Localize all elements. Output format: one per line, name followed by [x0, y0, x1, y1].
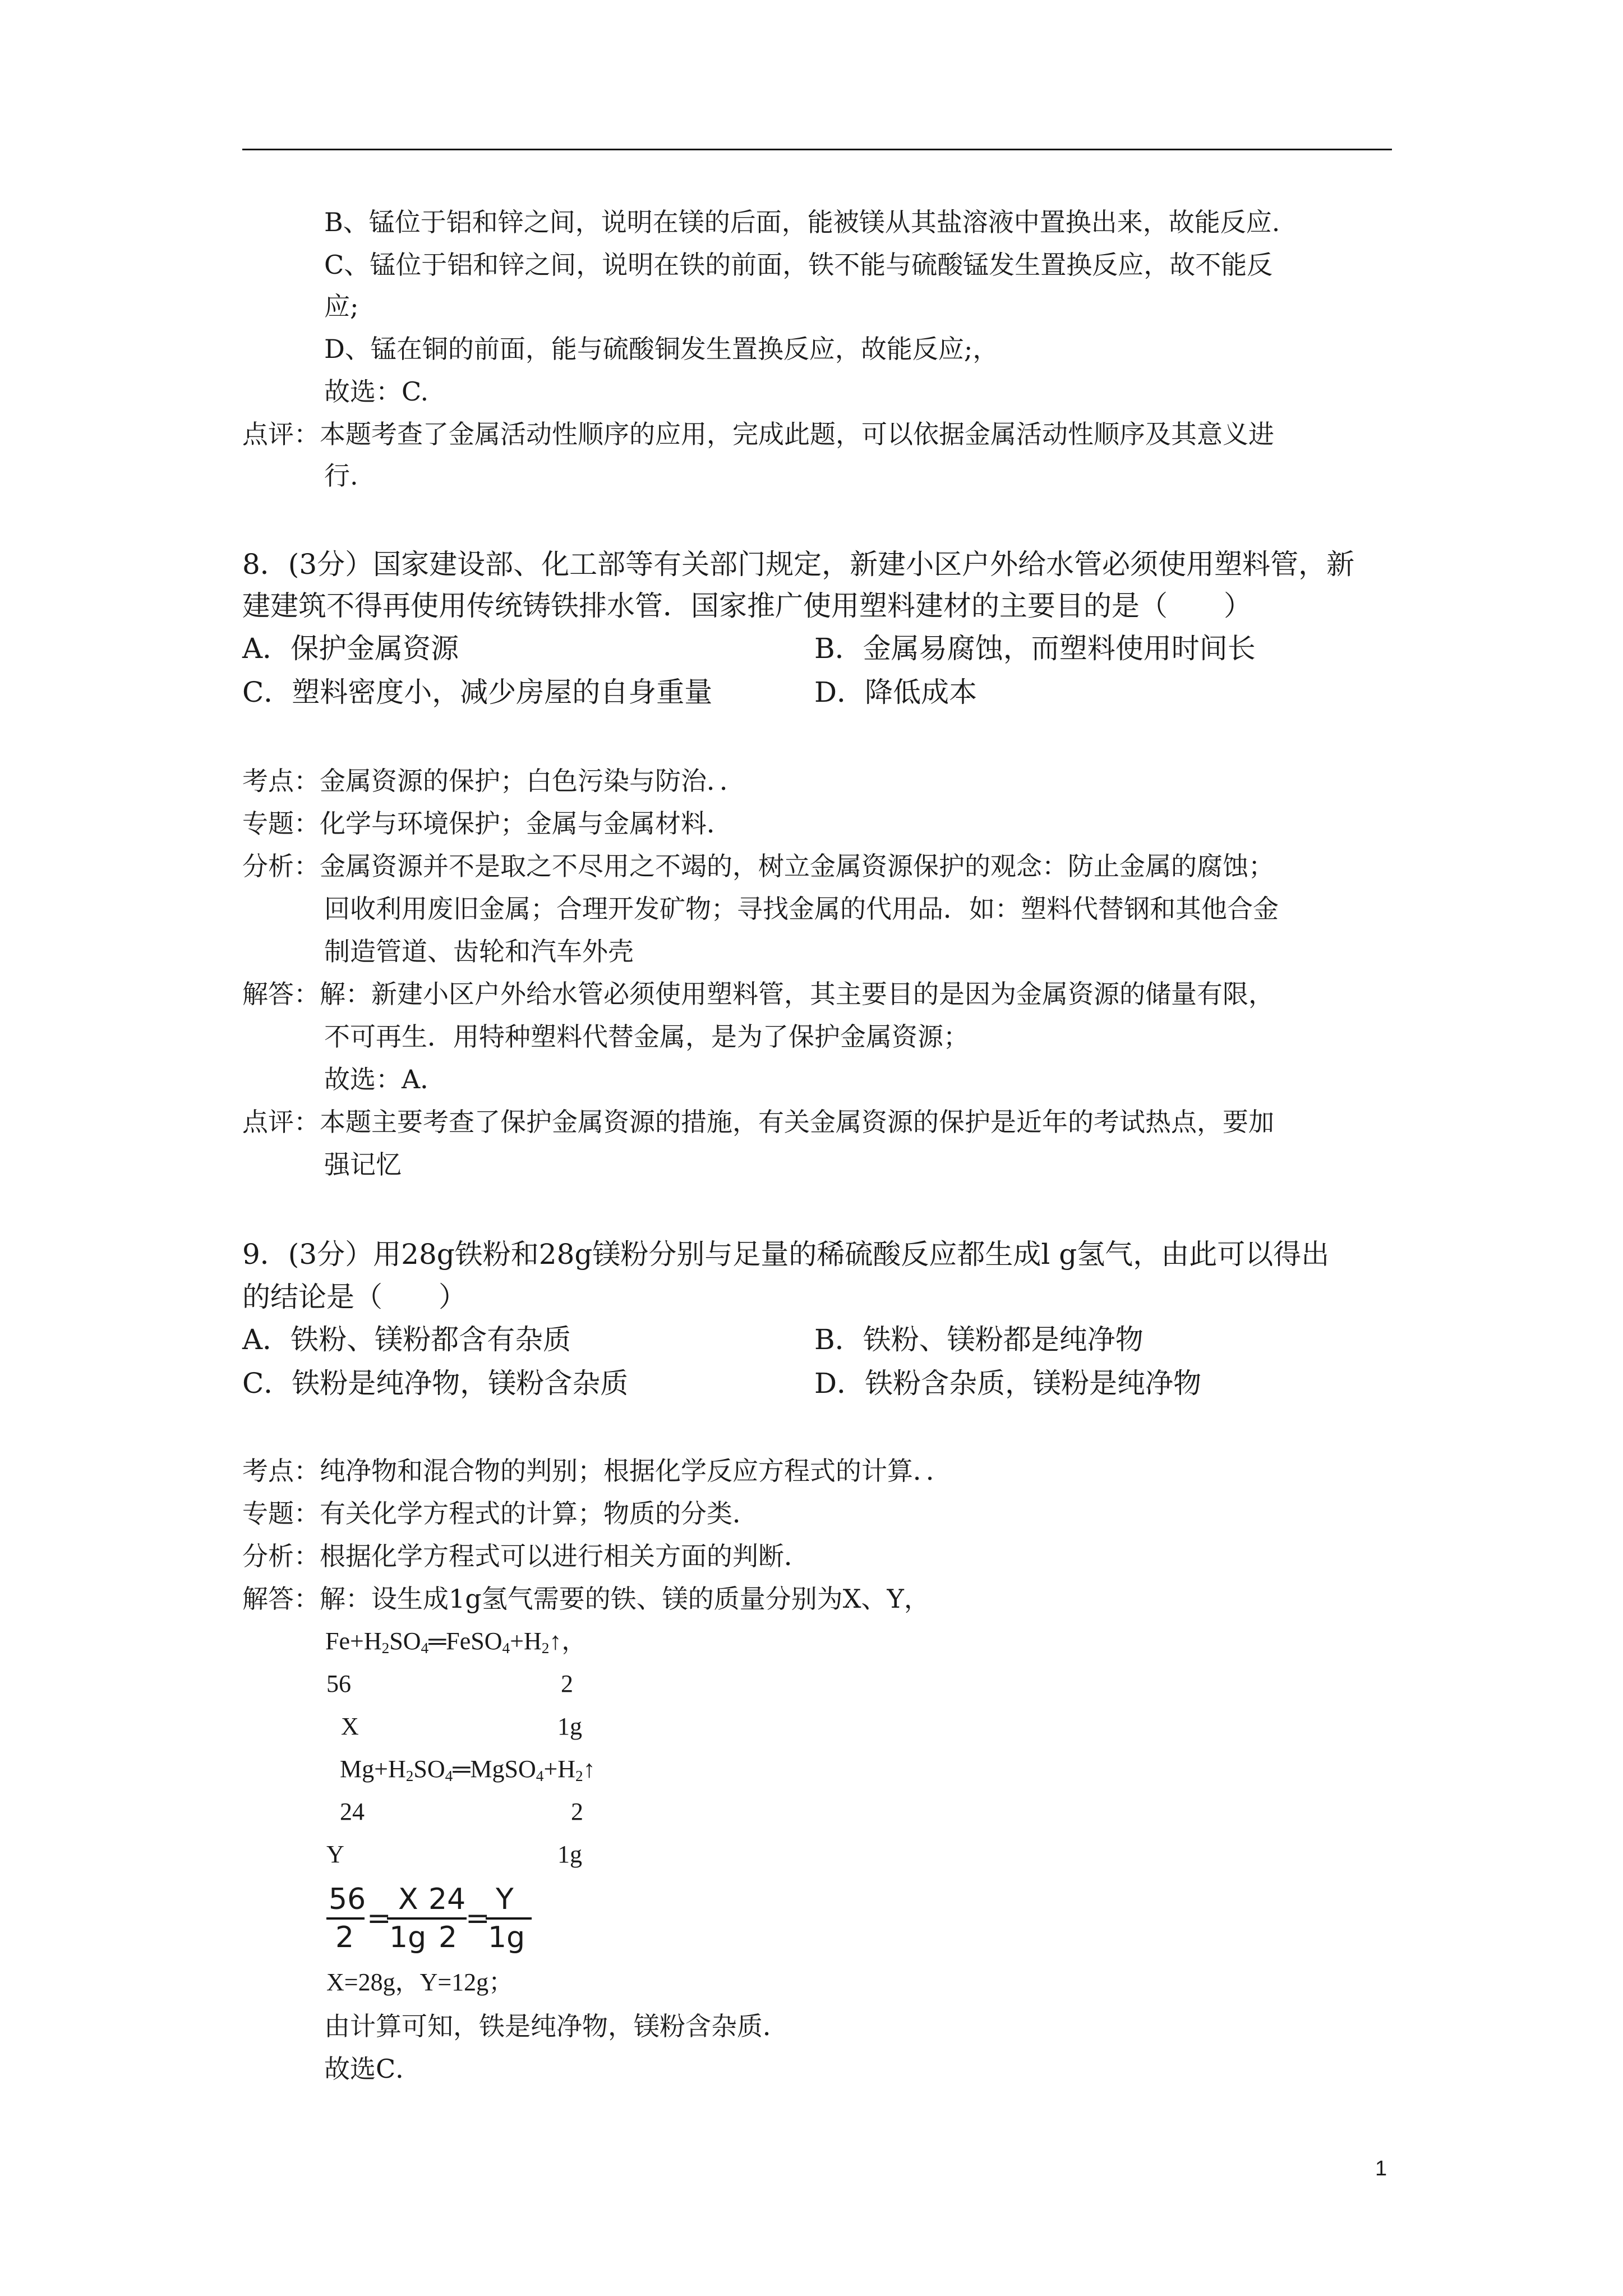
q8-comment-cont: 强记忆 — [324, 1149, 402, 1180]
eq2-molar-mass-mg: 24 — [340, 1798, 365, 1825]
q7-option-c-analysis: C、锰位于铝和锌之间，说明在铁的前面，铁不能与硫酸锰发生置换反应，故不能反 — [324, 250, 1273, 280]
frac3-numerator: 24 — [428, 1883, 466, 1916]
header-rule — [242, 149, 1392, 150]
frac3-bar — [427, 1917, 467, 1920]
q9-conclusion: 由计算可知，铁是纯净物，镁粉含杂质． — [324, 2011, 789, 2041]
q8-zhuanti: 专题：化学与环境保护；金属与金属材料． — [242, 808, 732, 839]
q8-fenxi-cont-1: 回收利用废旧金属；合理开发矿物；寻找金属的代用品．如：塑料代替钢和其他合金 — [324, 894, 1279, 924]
page-number: 1 — [1375, 2157, 1387, 2180]
eq2-mass-h2: 1g — [557, 1841, 582, 1868]
q7-option-d-analysis: D、锰在铜的前面，能与硫酸铜发生置换反应，故能反应;， — [324, 334, 999, 364]
q8-jieda-cont: 不可再生．用特种塑料代替金属，是为了保护金属资源； — [324, 1022, 969, 1052]
frac2-numerator: X — [398, 1883, 418, 1916]
eq1-molar-mass-h2: 2 — [561, 1670, 573, 1697]
q9-stem-cont: 的结论是（ ） — [242, 1281, 467, 1313]
q9-option-a: A．铁粉、镁粉都含有杂质 — [242, 1323, 571, 1356]
frac3-denominator: 2 — [439, 1921, 458, 1954]
q9-zhuanti: 专题：有关化学方程式的计算；物质的分类． — [242, 1498, 758, 1529]
q9-kaodian: 考点：纯净物和混合物的判别；根据化学反应方程式的计算．． — [242, 1456, 952, 1486]
equation-fe: $Fe+H_2SO_4═FeSO_4+H_2↑$， — [325, 1627, 587, 1657]
q8-fenxi-cont-2: 制造管道、齿轮和汽车外壳 — [324, 936, 634, 967]
equals-2: = — [465, 1902, 490, 1935]
q7-option-c-analysis-cont: 应; — [324, 291, 359, 321]
q9-fenxi: 分析：根据化学方程式可以进行相关方面的判断． — [242, 1541, 810, 1571]
frac4-bar — [486, 1917, 532, 1920]
eq2-molar-mass-h2: 2 — [571, 1798, 583, 1825]
frac1-denominator: 2 — [335, 1921, 354, 1954]
eq1-molar-mass-fe: 56 — [326, 1670, 351, 1697]
q9-option-d: D．铁粉含杂质，镁粉是纯净物 — [814, 1367, 1202, 1400]
eq2-unknown-y: Y — [326, 1841, 344, 1868]
q8-option-c: C．塑料密度小，减少房屋的自身重量 — [242, 676, 713, 708]
equation-mg: $Mg+H_2SO_4═MgSO_4+H_2↑$ — [340, 1755, 596, 1784]
q7-comment: 点评：本题考查了金属活动性顺序的应用，完成此题，可以依据金属活动性顺序及其意义进 — [242, 419, 1274, 449]
q9-answer: 故选C． — [324, 2054, 422, 2084]
q8-option-a: A．保护金属资源 — [242, 632, 459, 665]
frac1-bar — [326, 1917, 365, 1920]
q9-option-b: B．铁粉、镁粉都是纯净物 — [814, 1323, 1144, 1356]
frac1-numerator: 56 — [329, 1883, 366, 1916]
q7-answer: 故选：C. — [324, 376, 429, 407]
q8-option-d: D．降低成本 — [814, 676, 978, 708]
q8-fenxi: 分析：金属资源并不是取之不尽用之不竭的，树立金属资源保护的观念：防止金属的腐蚀； — [242, 851, 1274, 881]
q9-jieda: 解答：解：设生成1g氢气需要的铁、镁的质量分别为X、Y， — [242, 1584, 930, 1614]
q8-stem: 8．(3分）国家建设部、化工部等有关部门规定，新建小区户外给水管必须使用塑料管，新 — [242, 548, 1355, 581]
q7-option-b-analysis: B、锰位于铝和锌之间，说明在镁的后面，能被镁从其盐溶液中置换出来，故能反应. — [324, 207, 1280, 237]
q8-kaodian: 考点：金属资源的保护；白色污染与防治．． — [242, 766, 745, 796]
q8-option-b: B．金属易腐蚀，而塑料使用时间长 — [814, 632, 1256, 665]
q9-result: X=28g，Y=12g； — [326, 1968, 514, 1996]
equals-1: = — [367, 1902, 391, 1935]
q8-comment: 点评：本题主要考查了保护金属资源的措施，有关金属资源的保护是近年的考试热点，要加 — [242, 1107, 1274, 1137]
q8-answer: 故选：A． — [324, 1064, 446, 1094]
q8-stem-cont: 建建筑不得再使用传统铸铁排水管．国家推广使用塑料建材的主要目的是（ ） — [242, 590, 1252, 622]
frac2-denominator: 1g — [389, 1921, 427, 1954]
q9-stem: 9．(3分）用28g铁粉和28g镁粉分别与足量的稀硫酸反应都生成l g氢气，由此可以得出 — [242, 1238, 1330, 1271]
frac4-numerator: Y — [496, 1883, 514, 1916]
frac4-denominator: 1g — [488, 1921, 525, 1954]
q7-comment-cont: 行. — [324, 461, 358, 491]
q9-option-c: C．铁粉是纯净物，镁粉含杂质 — [242, 1367, 629, 1400]
q8-jieda: 解答：解：新建小区户外给水管必须使用塑料管，其主要目的是因为金属资源的储量有限， — [242, 979, 1274, 1009]
eq1-mass-h2: 1g — [557, 1713, 582, 1740]
eq1-unknown-x: X — [341, 1713, 359, 1740]
